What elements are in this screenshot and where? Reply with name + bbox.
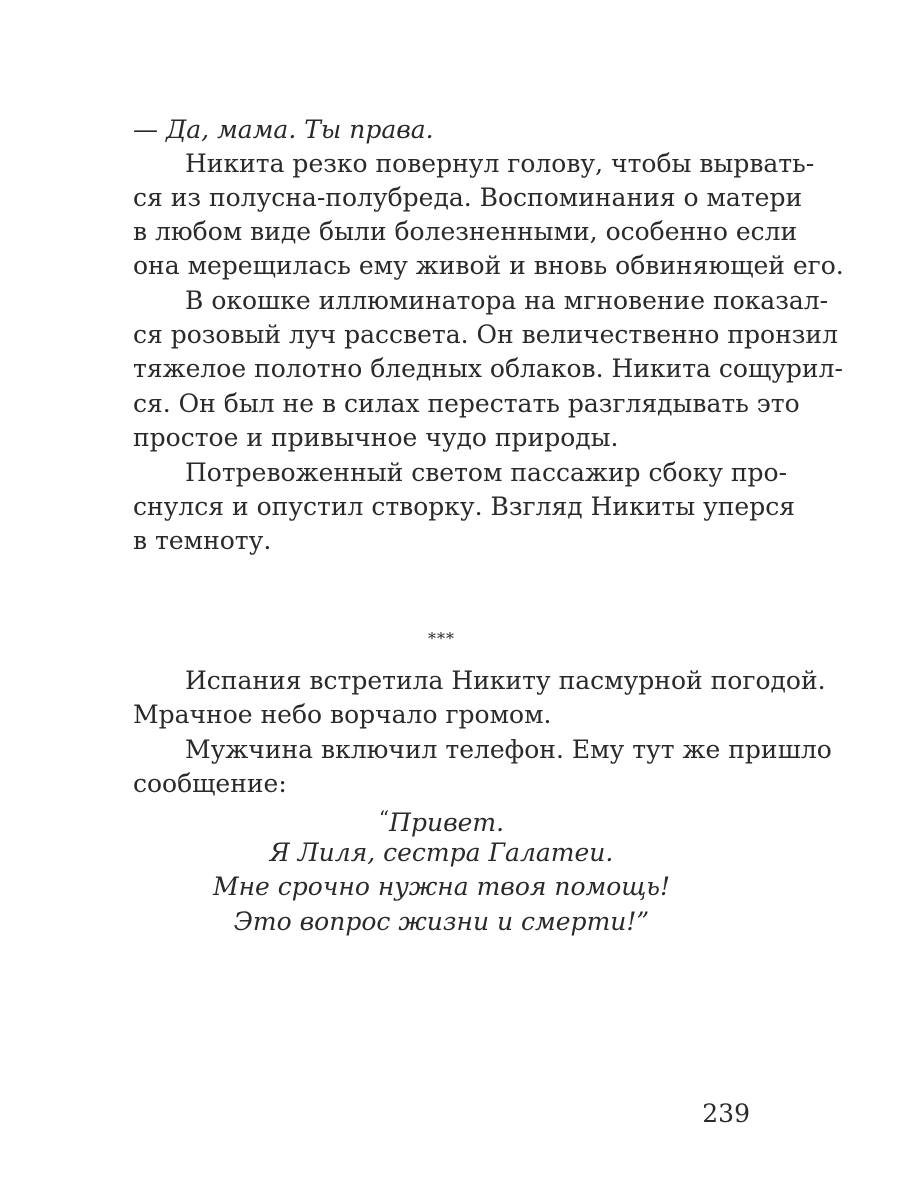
text-line: ся из полусна-полубреда. Воспоминания о матери [133,183,803,212]
message-line: Это вопрос жизни и смерти!” [233,907,650,936]
text-line: простое и привычное чудо природы. [133,423,619,452]
text-line: в любом виде были болезненными, особенно если [133,217,798,246]
message-line [133,801,750,835]
text-line: В окошке иллюминатора на мгновение показал- [185,286,829,315]
text-line: Мужчина включил телефон. Ему тут же пришло [185,735,832,764]
text-line: в темноту. [133,526,272,555]
dialogue-text: Да, мама. Ты права. [165,115,434,144]
text-line: ся. Он был не в силах перестать разглядывать это [133,389,800,418]
section-separator: *** [428,629,455,648]
message-open-quote: “ [378,806,390,830]
text-line: снулся и опустил створку. Взгляд Никиты уперся [133,492,795,521]
text-line: Мрачное небо ворчало громом. [133,700,552,729]
message-line: Я Лиля, сестра Галатеи. [269,838,614,867]
page-number: 239 [702,1099,750,1128]
text-line: Никита резко повернул голову, чтобы вырвать- [185,149,815,178]
text-line: Испания встретила Никиту пасмурной погодой. [185,666,826,695]
dialogue-line [133,113,750,147]
dialogue-dash: — [133,115,158,144]
message-line: Мне срочно нужна твоя помощь! [212,872,670,901]
text-line: ся розовый луч рассвета. Он величественно пронзил [133,320,838,349]
text-line: она мерещилась ему живой и вновь обвиняющей его. [133,251,844,280]
text-line: тяжелое полотно бледных облаков. Никита сощурил- [133,354,843,383]
text-line: сообщение: [133,769,287,798]
message-text: Привет. [389,808,505,837]
text-line: Потревоженный светом пассажир сбоку про- [185,458,788,487]
